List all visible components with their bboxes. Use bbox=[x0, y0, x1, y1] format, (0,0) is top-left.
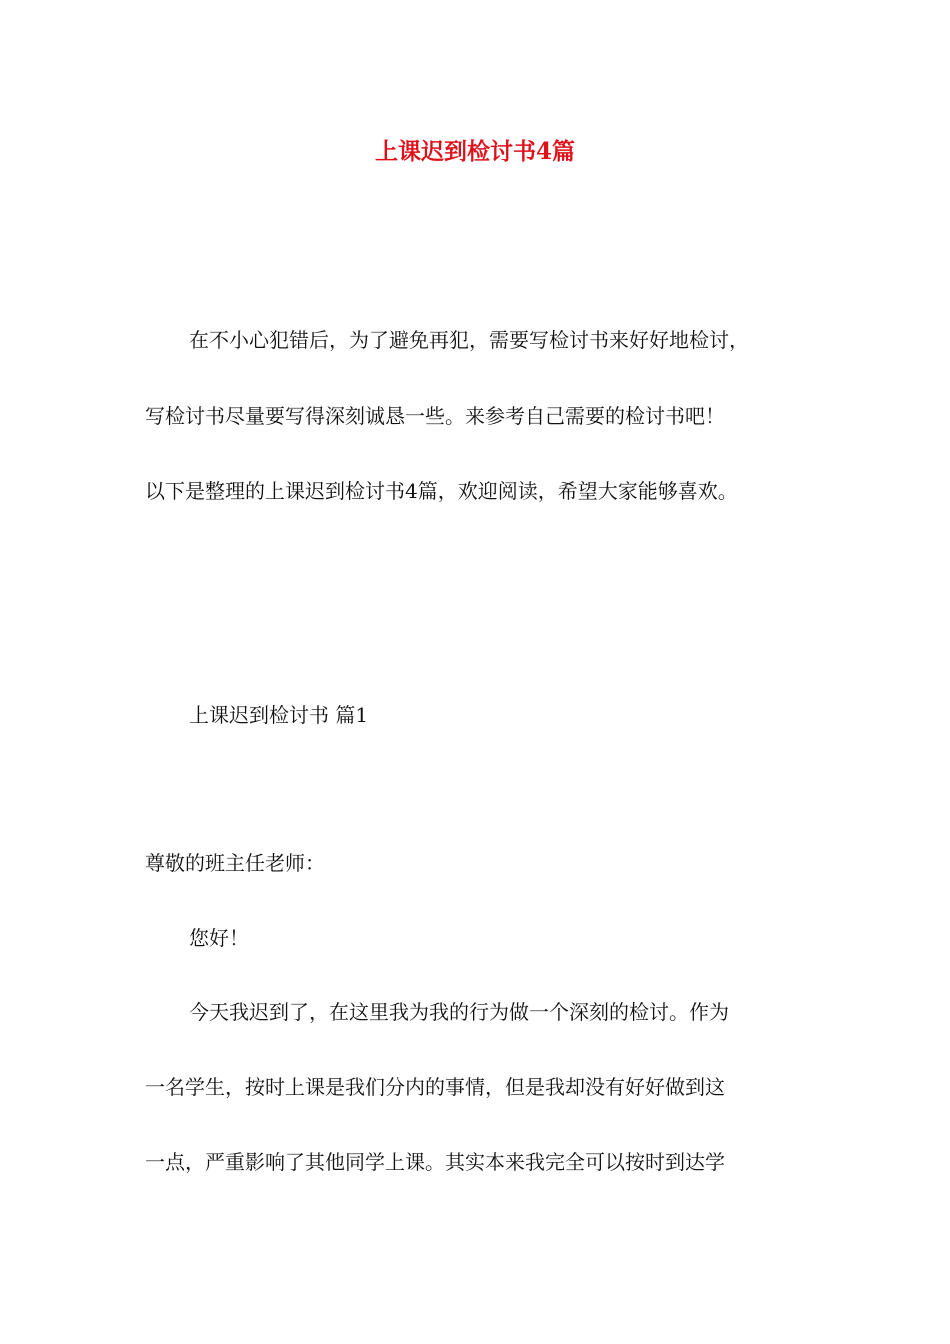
document-title: 上课迟到检讨书4篇 bbox=[374, 138, 575, 165]
body-line-2: 一名学生，按时上课是我们分内的事情，但是我却没有好好做到这 bbox=[145, 1075, 725, 1099]
body-line-3: 一点，严重影响了其他同学上课。其实本来我完全可以按时到达学 bbox=[145, 1150, 725, 1174]
intro-line-2: 写检讨书尽量要写得深刻诚恳一些。来参考自己需要的检讨书吧！ bbox=[145, 404, 725, 428]
intro-line-3: 以下是整理的上课迟到检讨书4篇，欢迎阅读，希望大家能够喜欢。 bbox=[145, 479, 738, 503]
body-line-1: 今天我迟到了，在这里我为我的行为做一个深刻的检讨。作为 bbox=[189, 1000, 729, 1024]
intro-line-1: 在不小心犯错后，为了避免再犯，需要写检讨书来好好地检讨， bbox=[189, 328, 749, 352]
section-heading: 上课迟到检讨书 篇1 bbox=[189, 703, 369, 727]
greeting: 您好！ bbox=[189, 926, 249, 950]
salutation: 尊敬的班主任老师： bbox=[145, 851, 325, 875]
